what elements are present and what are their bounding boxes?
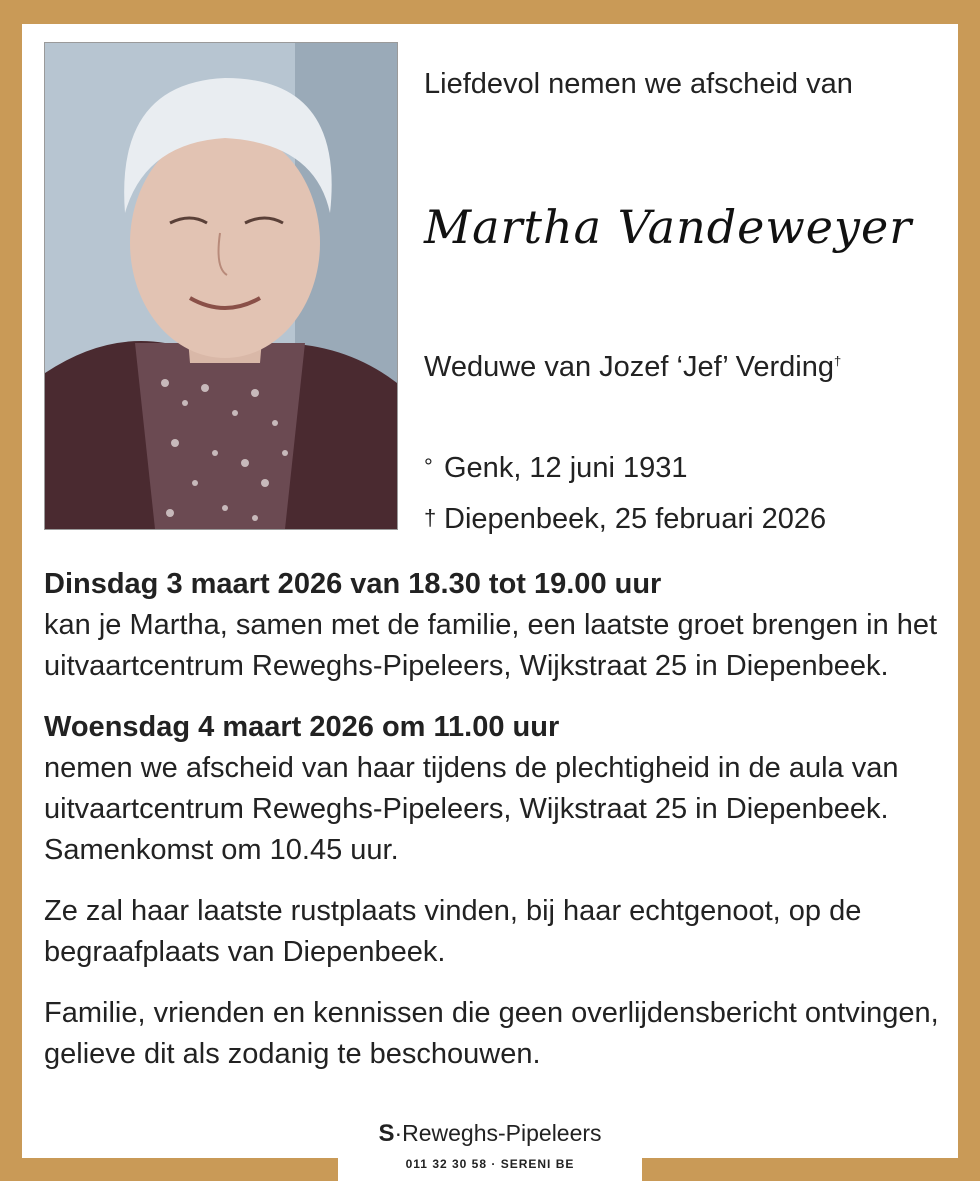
- birth-text: Genk, 12 juni 1931: [444, 452, 688, 484]
- funeral-home-contact: 011 32 30 58 · SERENI BE: [405, 1157, 575, 1171]
- death-symbol: †: [424, 505, 437, 530]
- paragraph-notice: Familie, vrienden en kennissen die geen overlijdensbericht ontvingen, gelieve dit als zodanig te beschouwen.: [44, 997, 939, 1070]
- spouse-text: Weduwe van Jozef ‘Jef’ Verding: [424, 351, 834, 383]
- portrait-photo: [44, 42, 398, 530]
- visitation-text: kan je Martha, samen met de familie, een laatste groet brengen in het uitvaartcentrum Reweghs-Pipeleers, Wijkstraat 25 in Diepenbeek.: [44, 609, 938, 682]
- paragraph-visitation: [44, 564, 944, 687]
- ceremony-text: nemen we afscheid van haar tijdens de plechtigheid in de aula van uitvaartcentrum Reweghs-Pipeleers, Wijkstraat 25 in Diepenbeek. Samenkomst om 10.45 uur.: [44, 752, 899, 866]
- funeral-home-footer: [338, 1114, 642, 1181]
- portrait-illustration: [45, 43, 397, 529]
- funeral-home-logo: [338, 1120, 642, 1148]
- logo-name: ·Reweghs-Pipeleers: [394, 1120, 602, 1146]
- death-text: Diepenbeek, 25 februari 2026: [444, 503, 827, 535]
- logo-letter: S: [378, 1120, 395, 1147]
- deceased-name: Martha Vandeweyer: [424, 200, 913, 254]
- birth-line: [424, 442, 826, 493]
- paragraph-burial: Ze zal haar laatste rustplaats vinden, bij haar echtgenoot, op de begraafplaats van Diepenbeek.: [44, 895, 862, 968]
- obituary-card: [22, 24, 958, 1158]
- notice-body: [44, 564, 944, 1095]
- spouse-cross-mark: †: [833, 353, 842, 369]
- death-line: [424, 493, 826, 544]
- life-dates: [424, 442, 826, 544]
- paragraph-ceremony: [44, 707, 944, 871]
- ceremony-heading: Woensdag 4 maart 2026 om 11.00 uur: [44, 711, 560, 743]
- spouse-line: [424, 351, 841, 384]
- birth-symbol: °: [424, 454, 433, 479]
- intro-text: Liefdevol nemen we afscheid van: [424, 68, 853, 100]
- visitation-heading: Dinsdag 3 maart 2026 van 18.30 tot 19.00 uur: [44, 568, 662, 600]
